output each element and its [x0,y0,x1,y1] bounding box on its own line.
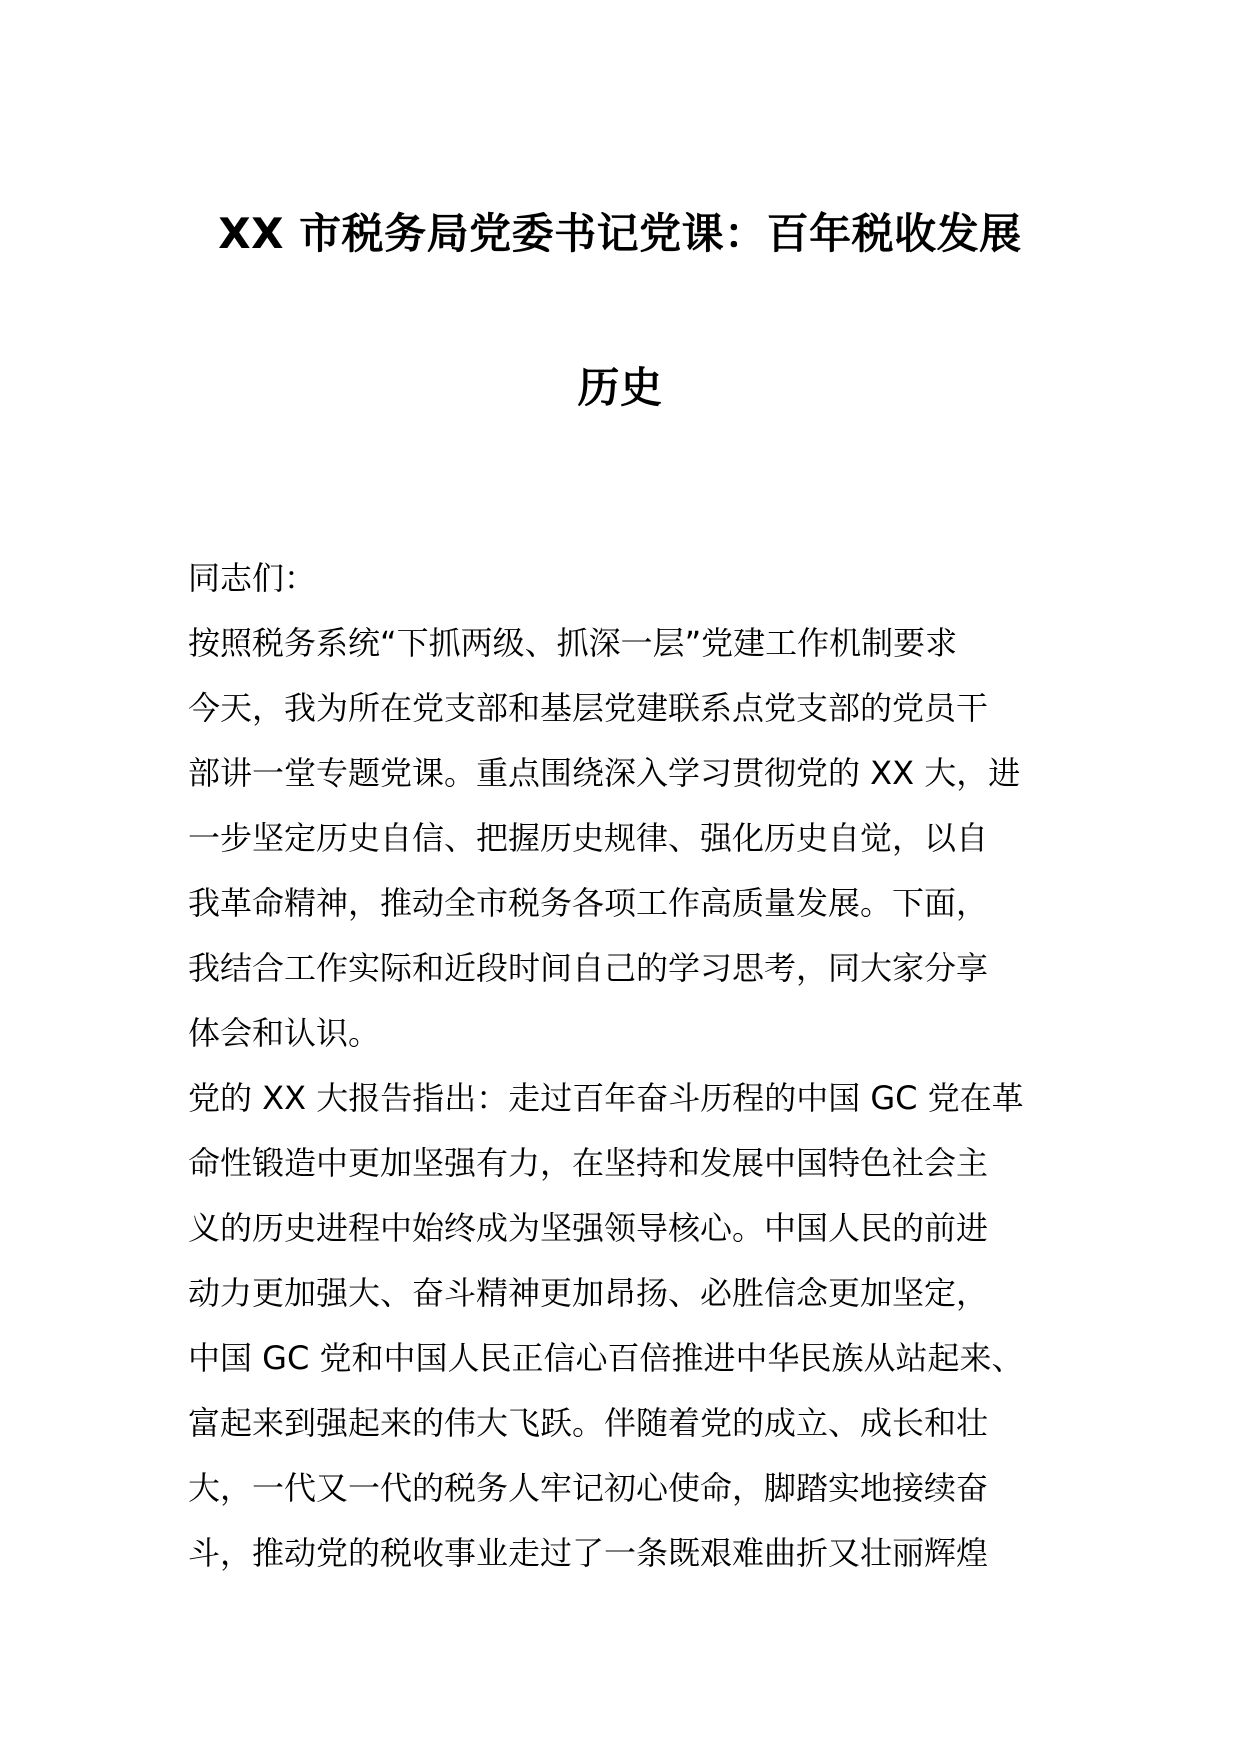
document-title-line-2: 历史 [577,363,663,412]
body-line: 动力更加强大、奋斗精神更加昂扬、必胜信念更加坚定， [188,1274,989,1312]
body-line: 中国 GC 党和中国人民正信心百倍推进中华民族从站起来、 [188,1339,1024,1377]
document-title-line-1: XX 市税务局党委书记党课：百年税收发展 [218,209,1022,258]
body-line: 大，一代又一代的税务人牢记初心使命，脚踏实地接续奋 [188,1469,989,1507]
body-line: 命性锻造中更加坚强有力，在坚持和发展中国特色社会主 [188,1144,989,1182]
document-body [188,546,1058,1586]
body-line: 我革命精神，推动全市税务各项工作高质量发展。下面， [188,884,989,922]
body-line: 一步坚定历史自信、把握历史规律、强化历史自觉，以自 [188,819,989,857]
body-line: 今天，我为所在党支部和基层党建联系点党支部的党员干 [188,689,989,727]
body-line: 斗，推动党的税收事业走过了一条既艰难曲折又壮丽辉煌 [188,1534,989,1572]
body-line: 我结合工作实际和近段时间自己的学习思考，同大家分享 [188,949,989,987]
body-line: 同志们： [188,559,317,597]
body-line: 体会和认识。 [188,1014,381,1052]
body-line: 部讲一堂专题党课。重点围绕深入学习贯彻党的 XX 大，进 [188,754,1021,792]
body-line: 按照税务系统“下抓两级、抓深一层”党建工作机制要求 [188,624,958,662]
body-line: 义的历史进程中始终成为坚强领导核心。中国人民的前进 [188,1209,989,1247]
body-line: 党的 XX 大报告指出：走过百年奋斗历程的中国 GC 党在革 [188,1079,1024,1117]
body-line: 富起来到强起来的伟大飞跃。伴随着党的成立、成长和壮 [188,1404,989,1442]
